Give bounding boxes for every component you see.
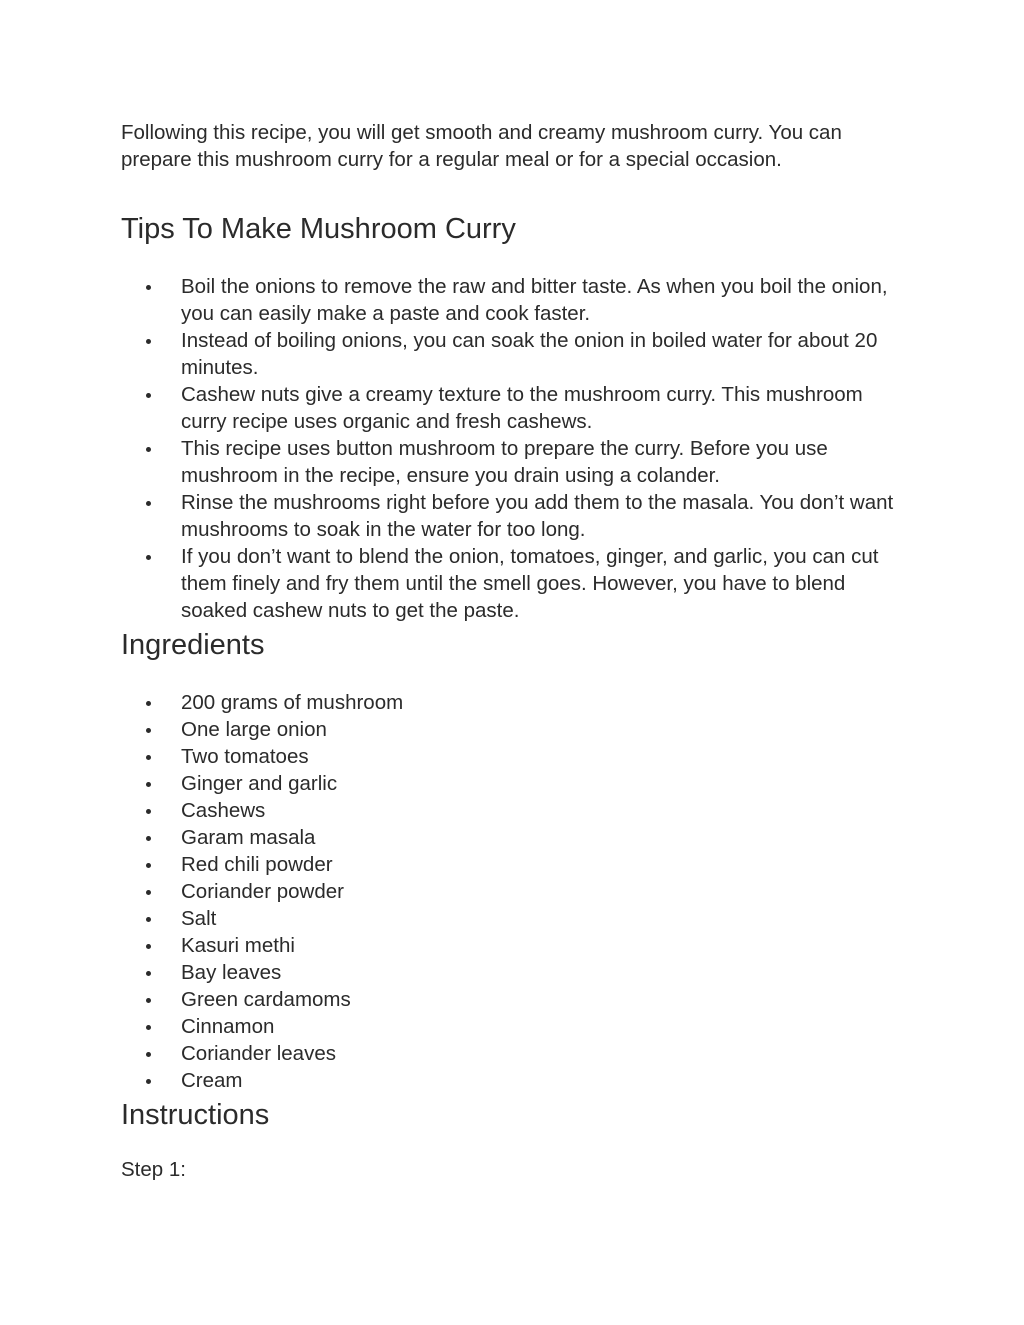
ingredient-item xyxy=(121,743,911,770)
bullet-icon xyxy=(146,782,151,787)
bullet-icon xyxy=(146,1052,151,1057)
ingredient-text: Coriander leaves xyxy=(181,1042,336,1065)
ingredient-item xyxy=(121,689,911,716)
bullet-icon xyxy=(146,701,151,706)
bullet-icon xyxy=(146,501,151,506)
bullet-icon xyxy=(146,393,151,398)
instructions-heading: Instructions xyxy=(121,1099,270,1131)
tip-text: Boil the onions to remove the raw and bitter taste. As when you boil the onion, you can easily make a paste and cook faster. xyxy=(181,275,888,325)
tip-item xyxy=(121,327,911,381)
document-page xyxy=(121,119,911,1183)
tip-text: Cashew nuts give a creamy texture to the mushroom curry. This mushroom curry recipe uses organic and fresh cashews. xyxy=(181,383,863,433)
ingredient-text: 200 grams of mushroom xyxy=(181,691,404,714)
ingredient-text: Red chili powder xyxy=(181,853,333,876)
tip-item xyxy=(121,273,911,327)
ingredient-item xyxy=(121,1040,911,1067)
bullet-icon xyxy=(146,447,151,452)
tip-text: Instead of boiling onions, you can soak the onion in boiled water for about 20 minutes. xyxy=(181,329,878,379)
ingredient-item xyxy=(121,824,911,851)
ingredient-item xyxy=(121,932,911,959)
tip-text: Rinse the mushrooms right before you add them to the masala. You don’t want mushrooms to soak in the water for too long. xyxy=(181,491,894,541)
ingredient-text: Cinnamon xyxy=(181,1015,275,1038)
ingredient-item xyxy=(121,716,911,743)
ingredient-item xyxy=(121,851,911,878)
ingredient-text: Bay leaves xyxy=(181,961,282,984)
ingredient-text: Ginger and garlic xyxy=(181,772,338,795)
ingredient-item xyxy=(121,770,911,797)
bullet-icon xyxy=(146,339,151,344)
ingredient-item xyxy=(121,1013,911,1040)
tip-item xyxy=(121,543,911,624)
bullet-icon xyxy=(146,755,151,760)
tip-text: If you don’t want to blend the onion, tomatoes, ginger, and garlic, you can cut them finely and fry them until the smell goes. However, you have to blend soaked cashew nuts to get the paste. xyxy=(181,545,879,622)
bullet-icon xyxy=(146,971,151,976)
ingredient-item xyxy=(121,986,911,1013)
bullet-icon xyxy=(146,890,151,895)
ingredient-text: Kasuri methi xyxy=(181,934,295,957)
tips-list xyxy=(121,273,911,624)
ingredients-list xyxy=(121,689,911,1094)
ingredient-text: Coriander powder xyxy=(181,880,344,903)
bullet-icon xyxy=(146,555,151,560)
bullet-icon xyxy=(146,917,151,922)
ingredient-item xyxy=(121,878,911,905)
ingredient-item xyxy=(121,905,911,932)
ingredient-text: Cashews xyxy=(181,799,266,822)
tip-item xyxy=(121,381,911,435)
bullet-icon xyxy=(146,836,151,841)
ingredient-text: One large onion xyxy=(181,718,327,741)
ingredients-heading: Ingredients xyxy=(121,629,265,661)
tips-heading: Tips To Make Mushroom Curry xyxy=(121,213,516,245)
tip-item xyxy=(121,435,911,489)
step-label: Step 1: xyxy=(121,1158,186,1181)
bullet-icon xyxy=(146,998,151,1003)
ingredient-text: Two tomatoes xyxy=(181,745,309,768)
tip-text: This recipe uses button mushroom to prepare the curry. Before you use mushroom in the recipe, ensure you drain using a colander. xyxy=(181,437,828,487)
bullet-icon xyxy=(146,728,151,733)
bullet-icon xyxy=(146,1025,151,1030)
ingredient-text: Green cardamoms xyxy=(181,988,351,1011)
bullet-icon xyxy=(146,944,151,949)
ingredient-item xyxy=(121,959,911,986)
ingredient-item xyxy=(121,1067,911,1094)
intro-paragraph: Following this recipe, you will get smooth and creamy mushroom curry. You can prepare this mushroom curry for a regular meal or for a special occasion. xyxy=(121,121,842,171)
bullet-icon xyxy=(146,285,151,290)
bullet-icon xyxy=(146,863,151,868)
ingredient-text: Cream xyxy=(181,1069,243,1092)
ingredient-item xyxy=(121,797,911,824)
bullet-icon xyxy=(146,809,151,814)
bullet-icon xyxy=(146,1079,151,1084)
ingredient-text: Salt xyxy=(181,907,217,930)
ingredient-text: Garam masala xyxy=(181,826,316,849)
tip-item xyxy=(121,489,911,543)
